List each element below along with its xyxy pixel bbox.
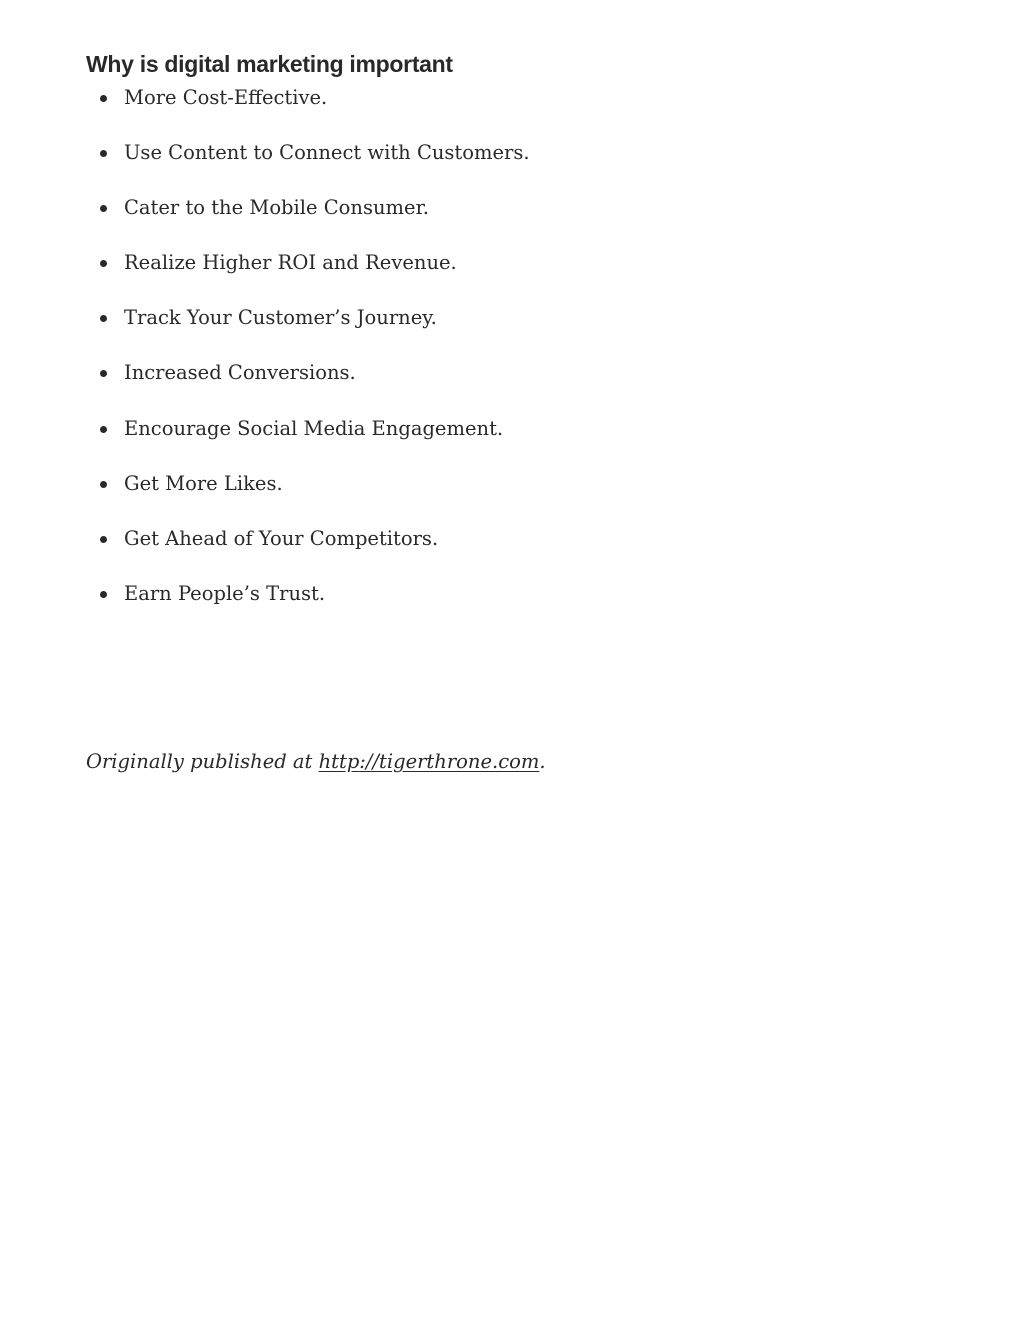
list-item-text: Track Your Customer’s Journey. bbox=[124, 306, 437, 330]
list-item bbox=[86, 524, 946, 579]
bullet-dot-icon bbox=[100, 95, 107, 102]
footer-prefix: Originally published at bbox=[86, 750, 319, 773]
list-item-text: Earn People’s Trust. bbox=[124, 581, 326, 605]
bullet-dot-icon bbox=[100, 150, 107, 157]
originally-published-note bbox=[86, 746, 546, 778]
source-link[interactable]: http://tigerthrone.com bbox=[318, 750, 540, 773]
bullet-dot-icon bbox=[100, 536, 107, 543]
bullet-dot-icon bbox=[100, 315, 107, 322]
list-item bbox=[86, 469, 946, 524]
list-item bbox=[86, 579, 946, 634]
bullet-dot-icon bbox=[100, 591, 107, 598]
bullet-dot-icon bbox=[100, 426, 107, 433]
bullet-list bbox=[86, 83, 946, 634]
list-item-text: Use Content to Connect with Customers. bbox=[124, 141, 530, 165]
list-item-text: Get More Likes. bbox=[124, 471, 283, 495]
bullet-dot-icon bbox=[100, 260, 107, 267]
list-item-text: More Cost-Effective. bbox=[124, 86, 328, 109]
bullet-dot-icon bbox=[100, 481, 107, 488]
section-heading: Why is digital marketing important bbox=[86, 51, 453, 77]
list-item bbox=[86, 248, 946, 303]
list-item-text: Cater to the Mobile Consumer. bbox=[124, 196, 429, 220]
list-item bbox=[86, 193, 946, 248]
list-item bbox=[86, 414, 946, 469]
list-item-text: Encourage Social Media Engagement. bbox=[124, 416, 504, 440]
footer-suffix: . bbox=[539, 750, 546, 773]
list-item-text: Get Ahead of Your Competitors. bbox=[124, 526, 439, 550]
list-item-text: Realize Higher ROI and Revenue. bbox=[124, 251, 457, 275]
list-item bbox=[86, 83, 946, 138]
bullet-dot-icon bbox=[100, 205, 107, 212]
article-body bbox=[86, 48, 946, 634]
list-item bbox=[86, 303, 946, 358]
list-item-text: Increased Conversions. bbox=[124, 361, 356, 385]
list-item bbox=[86, 358, 946, 413]
list-item bbox=[86, 138, 946, 193]
bullet-dot-icon bbox=[100, 370, 107, 377]
